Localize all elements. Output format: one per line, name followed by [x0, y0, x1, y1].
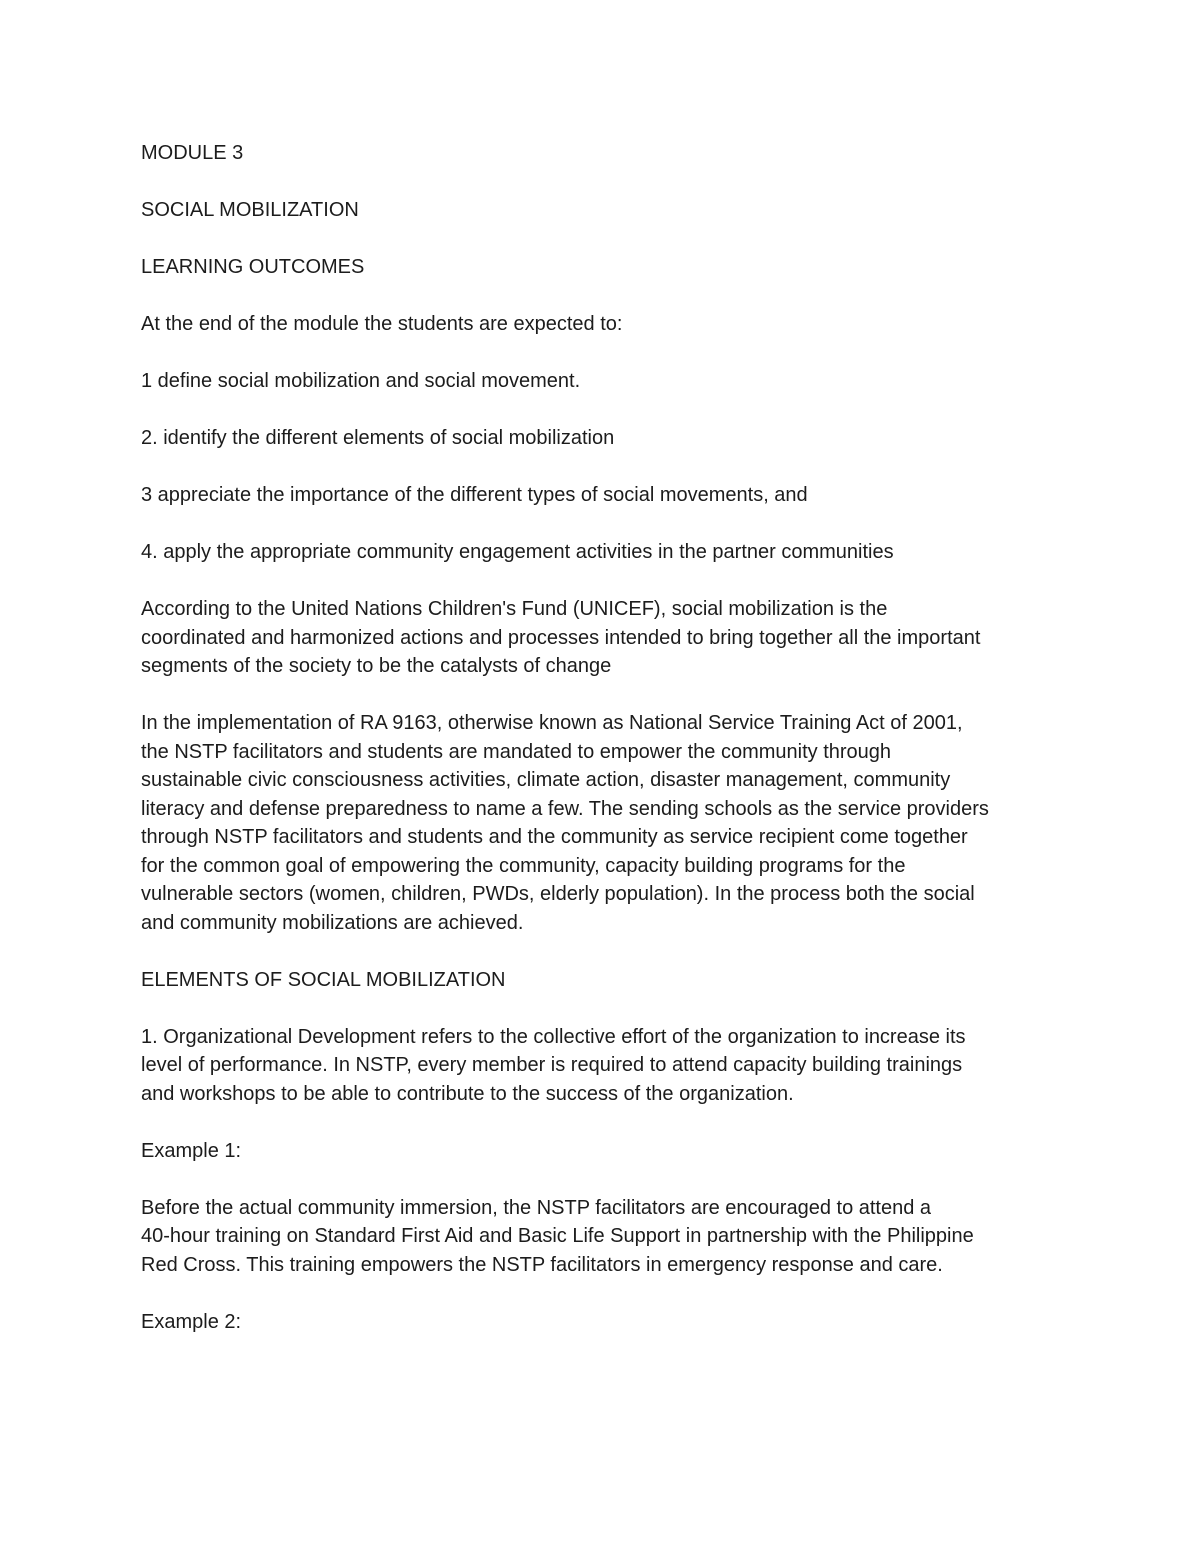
paragraph-line: 40-hour training on Standard First Aid and Basic Life Support in partnership with the Philippine — [141, 1225, 974, 1247]
paragraph-line: Before the actual community immersion, the NSTP facilitators are encouraged to attend a — [141, 1196, 932, 1219]
paragraph-line: segments of the society to be the catalysts of change — [141, 655, 612, 677]
elements-heading: ELEMENTS OF SOCIAL MOBILIZATION — [141, 968, 506, 991]
paragraph-line: In the implementation of RA 9163, otherwise known as National Service Training Act of 2001, — [141, 712, 963, 734]
paragraph-line: and community mobilizations are achieved. — [141, 911, 524, 934]
document-body — [141, 139, 1071, 1365]
paragraph-line: for the common goal of empowering the community, capacity building programs for the — [141, 854, 906, 877]
paragraph-line: coordinated and harmonized actions and processes intended to bring together all the important — [141, 626, 981, 649]
outcome-item: 1 define social mobilization and social movement. — [141, 370, 581, 392]
paragraph-line: through NSTP facilitators and students and the community as service recipient come together — [141, 826, 968, 848]
module-label: MODULE 3 — [141, 142, 244, 164]
paragraph-line: vulnerable sectors (women, children, PWDs, elderly population). In the process both the social — [141, 883, 975, 905]
outcome-item: 4. apply the appropriate community engagement activities in the partner communities — [141, 541, 894, 563]
outcome-item: 3 appreciate the importance of the different types of social movements, and — [141, 484, 808, 506]
module-title: SOCIAL MOBILIZATION — [141, 199, 359, 221]
paragraph-line: level of performance. In NSTP, every member is required to attend capacity building trainings — [141, 1054, 963, 1076]
unicef-definition-paragraph — [141, 595, 1071, 681]
example-1-text — [141, 1194, 1071, 1280]
outcomes-intro: At the end of the module the students are expected to: — [141, 313, 623, 335]
learning-outcomes-heading: LEARNING OUTCOMES — [141, 256, 365, 278]
paragraph-line: and workshops to be able to contribute to the success of the organization. — [141, 1082, 794, 1105]
paragraph-line: 1. Organizational Development refers to the collective effort of the organization to increase its — [141, 1025, 966, 1048]
example-1-label: Example 1: — [141, 1139, 242, 1162]
paragraph-line: sustainable civic consciousness activities, climate action, disaster management, community — [141, 769, 951, 791]
element-organizational-development — [141, 1023, 1071, 1109]
paragraph-line: According to the United Nations Children's Fund (UNICEF), social mobilization is the — [141, 598, 888, 620]
paragraph-line: Red Cross. This training empowers the NSTP facilitators in emergency response and care. — [141, 1253, 943, 1276]
paragraph-line: the NSTP facilitators and students are mandated to empower the community through — [141, 740, 892, 763]
outcome-item: 2. identify the different elements of social mobilization — [141, 427, 615, 449]
example-2-label: Example 2: — [141, 1310, 242, 1333]
nstp-implementation-paragraph — [141, 709, 1071, 937]
paragraph-line: literacy and defense preparedness to name a few. The sending schools as the service providers — [141, 797, 989, 820]
